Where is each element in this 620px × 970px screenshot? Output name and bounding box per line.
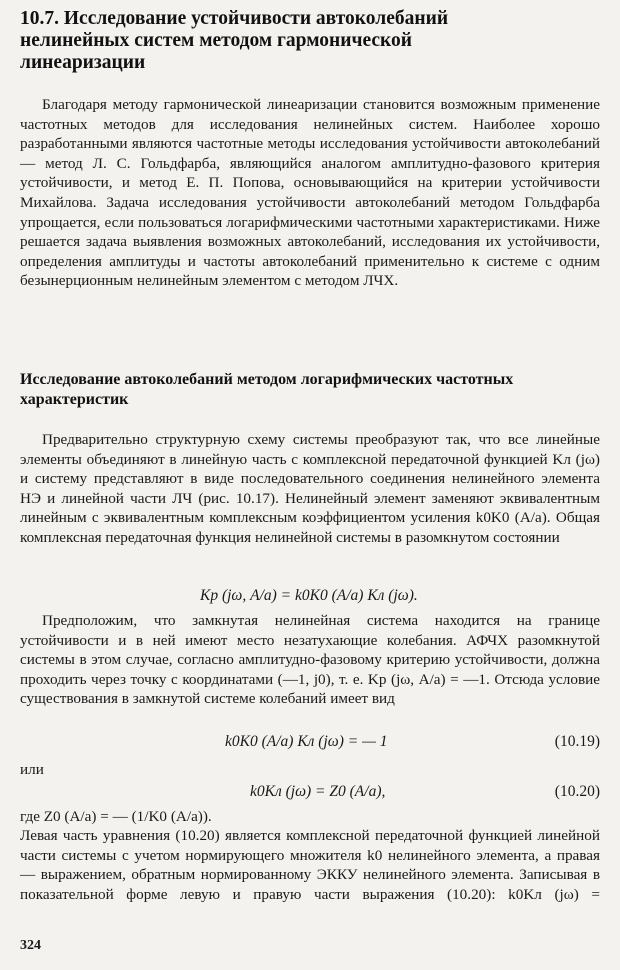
section-heading: 10.7. Исследование устойчивости автоколебаний нелинейных систем методом гармонической линеаризации bbox=[20, 8, 449, 73]
equation-10-20-text: k0Kл (jω) = Z0 (A/a), bbox=[250, 783, 386, 800]
body-paragraph-1: Предварительно структурную схему системы преобразуют так, что все линейные элементы объединяют в линейную часть с комплексной передаточной функцией Kл (jω) и систему представляют в виде последовательного соединения нелинейного элемента НЭ и линейной части ЛЧ (рис. 10.17). Нелинейный элемент заменяют эквивалентным линейным с эквивалентным комплексным коэффициентом усиления k0K0 (A/a). Общая комплексная передаточная функция нелинейной системы в разомкнутом состоянии bbox=[20, 431, 600, 546]
page-number: 324 bbox=[20, 938, 41, 953]
equation-10-19 bbox=[20, 732, 600, 752]
subsection-heading: Исследование автоколебаний методом логарифмических частотных характеристик bbox=[20, 371, 514, 408]
equation-10-19-number: (10.19) bbox=[554, 733, 600, 750]
equation-10-20-number: (10.20) bbox=[554, 783, 600, 800]
connector-word: или bbox=[20, 761, 44, 778]
equation-10-19-text: k0K0 (A/a) Kл (jω) = — 1 bbox=[225, 733, 388, 750]
equation-10-20 bbox=[20, 782, 600, 802]
body-paragraph-3: Левая часть уравнения (10.20) является комплексной передаточной функцией линейной части системы с учетом нормирующего множителя k0 нелинейного элемента, а правая — выражением, обратным нормированному ЭККУ нелинейного элемента. Записывая в показательной форме левую и правую части выражения (10.20): k0Kл (jω) = bbox=[20, 827, 600, 903]
body-paragraph-2: Предположим, что замкнутая нелинейная система находится на границе устойчивости и в ней имеют место незатухающие колебания. АФЧХ разомкнутой системы в этом случае, согласно амплитудно-фазовому критерию устойчивости, должна проходить через точку с координатами (—1, j0), т. е. Kр (jω, A/a) = —1. Отсюда условие существования в замкнутой системе колебаний имеет вид bbox=[20, 612, 600, 708]
where-clause: где Z0 (A/a) = — (1/K0 (A/a)). bbox=[20, 808, 212, 825]
intro-paragraph: Благодаря методу гармонической линеаризации становится возможным применение частотных методов для исследования нелинейных систем. Наиболее хорошо разработанными являются частотные методы исследования устойчивости автоколебаний — метод Л. С. Гольдфарба, являющийся аналогом амплитудно-фазового критерия устойчивости, и метод Е. П. Попова, основывающийся на критерии устойчивости Михайлова. Задача исследования устойчивости автоколебаний методом Гольдфарба упрощается, если пользоваться логарифмическими частотными характеристиками. Ниже решается задача выявления возможных автоколебаний, исследования их устойчивости, определения амплитуды и частоты автоколебаний применительно к системе с одним безынерционным нелинейным элементом с методом ЛЧХ. bbox=[20, 96, 600, 290]
equation-open-loop bbox=[20, 586, 600, 606]
equation-open-loop-text: Kр (jω, A/a) = k0K0 (A/a) Kл (jω). bbox=[200, 587, 418, 604]
